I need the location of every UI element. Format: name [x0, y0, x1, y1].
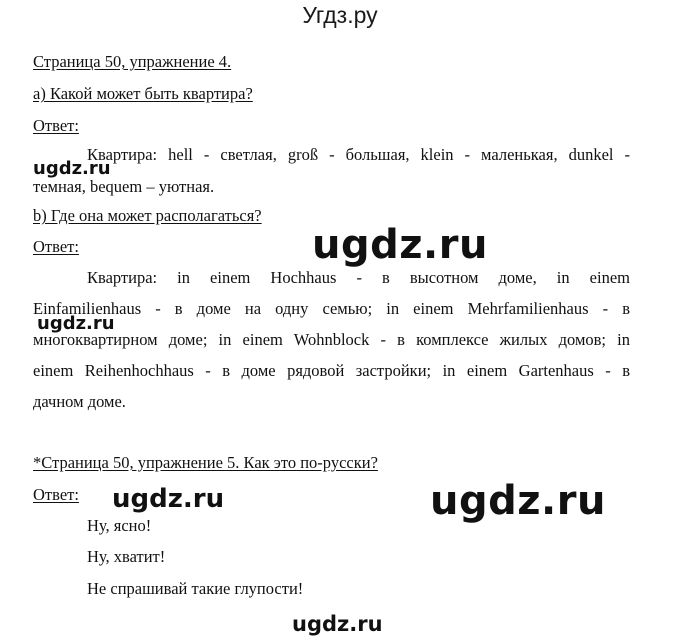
question-a: а) Какой может быть квартира?: [33, 84, 253, 103]
watermark-footer: ugdz.ru: [292, 612, 383, 636]
answer-a-line-1: Квартира: hell - светлая, groß - большая, klein - маленькая, dunkel -: [87, 145, 630, 164]
exercise-5-title: *Страница 50, упражнение 5. Как это по-русски?: [33, 453, 378, 472]
answer-a-line-2: темная, bequem – уютная.: [33, 177, 215, 196]
ex5-line-1: Ну, ясно!: [87, 516, 152, 535]
answer-label-b: Ответ:: [33, 237, 79, 256]
answer-b-line-5: дачном доме.: [33, 392, 126, 411]
answer-b-line-2: Einfamilienhaus - в доме на одну семью; in einem Mehrfamilienhaus - в: [33, 299, 630, 318]
answer-b-line-3: многоквартирном доме; in einem Wohnblock - в комплексе жилых домов; in: [33, 330, 630, 349]
watermark-big-1: ugdz.ru: [312, 222, 488, 268]
watermark-small-2: ugdz.ru: [37, 313, 115, 334]
ex5-line-2: Ну, хватит!: [87, 547, 166, 566]
watermark-mid-1: ugdz.ru: [112, 484, 225, 514]
answer-b-line-1: Квартира: in einem Hochhaus - в высотном доме, in einem: [87, 268, 630, 287]
exercise-4-title: Страница 50, упражнение 4.: [33, 52, 232, 71]
answer-label-ex5: Ответ:: [33, 485, 79, 504]
ex5-line-3: Не спрашивай такие глупости!: [87, 579, 304, 598]
answer-label-a: Ответ:: [33, 116, 79, 135]
answer-b-line-4: einem Reihenhochhaus - в доме рядовой застройки; in einem Gartenhaus - в: [33, 361, 630, 380]
watermark-small-1: ugdz.ru: [33, 158, 111, 179]
watermark-big-2: ugdz.ru: [430, 478, 606, 524]
question-b: b) Где она может располагаться?: [33, 206, 262, 225]
site-header-title: Угдз.ру: [302, 2, 378, 28]
